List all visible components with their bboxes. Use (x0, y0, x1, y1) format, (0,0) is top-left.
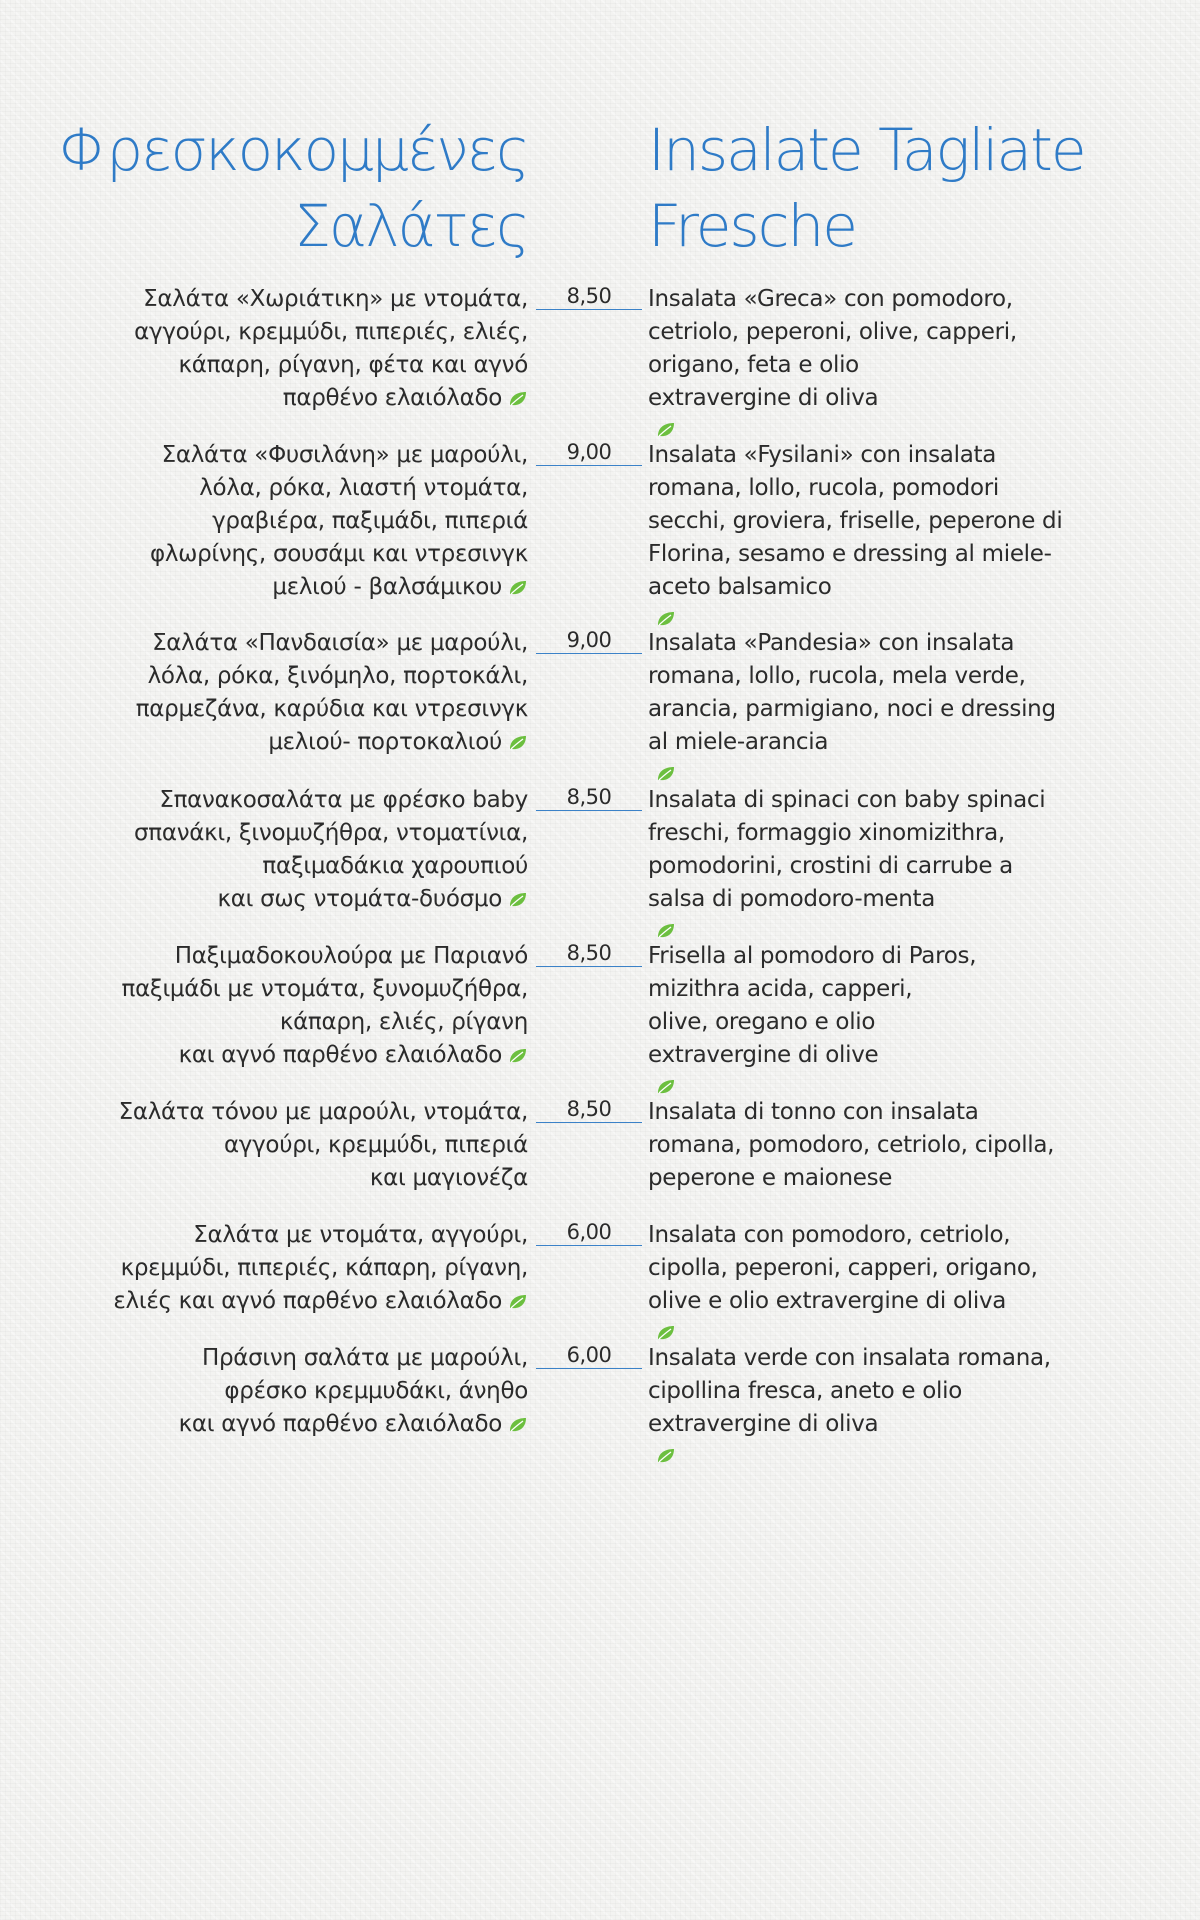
greek-description (108, 1342, 528, 1441)
italian-description-line: cipollina fresca, aneto e olio (648, 1378, 963, 1404)
greek-description-line: παρθένο ελαιόλαδο (108, 382, 528, 415)
greek-description-line: μελιού- πορτοκαλιού (108, 726, 528, 759)
greek-description-line: αγγούρι, κρεμμύδι, πιπεριά (223, 1132, 528, 1158)
italian-description-line: extravergine di olive (648, 1039, 1068, 1088)
greek-description (108, 439, 528, 604)
italian-description-line: Insalata di spinaci con baby spinaci (648, 787, 1046, 813)
vegetarian-leaf-icon (508, 384, 528, 400)
greek-description-line: παρμεζάνα, καρύδια και ντρεσινγκ (135, 696, 528, 722)
greek-description-line: Σαλάτα «Χωριάτικη» με ντομάτα, (143, 286, 528, 312)
price-underline (536, 1122, 642, 1123)
vegetarian-leaf-icon (656, 759, 676, 775)
greek-description-line: και μαγιονέζα (369, 1165, 528, 1191)
greek-description-line: αγγούρι, κρεμμύδι, πιπεριές, ελιές, (134, 319, 528, 345)
greek-description-line: φρέσκο κρεμμυδάκι, άνηθο (224, 1378, 528, 1404)
vegetarian-leaf-icon (508, 1287, 528, 1303)
price-underline (536, 966, 642, 967)
vegetarian-leaf-icon (656, 1441, 676, 1457)
italian-title-line: Insalate Tagliate (648, 116, 1085, 184)
italian-description (648, 940, 1068, 1088)
italian-description-line: mizithra acida, capperi, (648, 976, 913, 1002)
italian-description (648, 439, 1068, 620)
vegetarian-leaf-icon (656, 1072, 676, 1088)
price-underline (536, 465, 642, 466)
greek-description-line: ελιές και αγνό παρθένο ελαιόλαδο (108, 1285, 528, 1318)
italian-description (648, 1219, 1068, 1334)
italian-description-line: aceto balsamico (648, 571, 1068, 620)
vegetarian-leaf-icon (508, 573, 528, 589)
greek-description-line: παξιμαδάκια χαρουπιού (262, 853, 528, 879)
italian-description-line: romana, lollo, rucola, mela verde, (648, 663, 1026, 689)
vegetarian-leaf-icon (656, 604, 676, 620)
greek-description-line: κάπαρη, ρίγανη, φέτα και αγνό (178, 352, 528, 378)
italian-description-line: Insalata verde con insalata romana, (648, 1345, 1051, 1371)
greek-description-line: Πράσινη σαλάτα με μαρούλι, (201, 1345, 528, 1371)
greek-description-line: λόλα, ρόκα, ξινόμηλο, πορτοκάλι, (147, 663, 528, 689)
greek-description-line: κρεμμύδι, πιπεριές, κάπαρη, ρίγανη, (120, 1255, 528, 1281)
greek-title-line: Φρεσκοκομμένες (58, 116, 528, 184)
greek-description (108, 940, 528, 1072)
italian-description (648, 627, 1068, 775)
price: 9,00 (566, 440, 612, 464)
italian-description-line: olive, oregano e olio (648, 1009, 876, 1035)
italian-description-line: Florina, sesamo e dressing al miele- (648, 541, 1052, 567)
italian-description-line: cetriolo, peperoni, olive, capperi, (648, 319, 1017, 345)
italian-description-line: arancia, parmigiano, noci e dressing (648, 696, 1056, 722)
greek-description (108, 1219, 528, 1318)
italian-description-line: Insalata «Greca» con pomodoro, (648, 286, 1013, 312)
greek-description-line: παξιμάδι με ντομάτα, ξυνομυζήθρα, (121, 976, 528, 1002)
italian-description-line: extravergine di oliva (648, 382, 1068, 431)
vegetarian-leaf-icon (508, 1041, 528, 1057)
greek-description-line: Σαλάτα τόνου με μαρούλι, ντομάτα, (118, 1099, 528, 1125)
italian-description (648, 1096, 1068, 1195)
italian-description (648, 784, 1068, 932)
italian-description-line: Insalata «Pandesia» con insalata (648, 630, 1015, 656)
greek-title-line: Σαλάτες (294, 192, 528, 260)
vegetarian-leaf-icon (656, 1318, 676, 1334)
greek-description-line: Σπανακοσαλάτα με φρέσκο baby (159, 787, 528, 813)
greek-description-line: και αγνό παρθένο ελαιόλαδο (108, 1039, 528, 1072)
italian-description-line: secchi, groviera, friselle, peperone di (648, 508, 1063, 534)
greek-description-line: γραβιέρα, παξιμάδι, πιπεριά (212, 508, 528, 534)
italian-description (648, 283, 1068, 431)
greek-description-line: και αγνό παρθένο ελαιόλαδο (108, 1408, 528, 1441)
greek-description-line: Σαλάτα «Πανδαισία» με μαρούλι, (152, 630, 528, 656)
greek-description-line: κάπαρη, ελιές, ρίγανη (279, 1009, 528, 1035)
greek-description-line: μελιού - βαλσάμικου (108, 571, 528, 604)
greek-description-line: Σαλάτα με ντομάτα, αγγούρι, (193, 1222, 528, 1248)
italian-description-line: romana, lollo, rucola, pomodori (648, 475, 999, 501)
italian-description-line: al miele-arancia (648, 726, 1068, 775)
price: 8,50 (566, 1097, 612, 1121)
price: 8,50 (566, 785, 612, 809)
greek-description-line: λόλα, ρόκα, λιαστή ντομάτα, (199, 475, 528, 501)
vegetarian-leaf-icon (656, 415, 676, 431)
vegetarian-leaf-icon (656, 916, 676, 932)
italian-description-line: romana, pomodoro, cetriolo, cipolla, (648, 1132, 1055, 1158)
italian-description-line: cipolla, peperoni, capperi, origano, (648, 1255, 1038, 1281)
price: 9,00 (566, 628, 612, 652)
price-underline (536, 309, 642, 310)
vegetarian-leaf-icon (508, 1410, 528, 1426)
greek-description-line: φλωρίνης, σουσάμι και ντρεσινγκ (149, 541, 528, 567)
greek-description-line: και σως ντομάτα-δυόσμο (108, 883, 528, 916)
italian-section-title (648, 112, 1168, 264)
italian-description-line: pomodorini, crostini di carrube a (648, 853, 1013, 879)
italian-description-line: peperone e maionese (648, 1165, 893, 1191)
price-underline (536, 1368, 642, 1369)
italian-description-line: Frisella al pomodoro di Paros, (648, 943, 977, 969)
italian-description-line: extravergine di oliva (648, 1408, 1068, 1457)
italian-description-line: freschi, formaggio xinomizithra, (648, 820, 1005, 846)
italian-description (648, 1342, 1068, 1457)
italian-description-line: olive e olio extravergine di oliva (648, 1285, 1068, 1334)
italian-description-line: Insalata con pomodoro, cetriolo, (648, 1222, 1011, 1248)
greek-section-title (8, 112, 528, 264)
greek-description (108, 784, 528, 916)
price-underline (536, 1245, 642, 1246)
greek-description (108, 627, 528, 759)
vegetarian-leaf-icon (508, 885, 528, 901)
italian-description-line: Insalata «Fysilani» con insalata (648, 442, 997, 468)
price: 6,00 (566, 1220, 612, 1244)
price-underline (536, 653, 642, 654)
greek-description (108, 283, 528, 415)
price: 8,50 (566, 284, 612, 308)
price-underline (536, 810, 642, 811)
price: 8,50 (566, 941, 612, 965)
vegetarian-leaf-icon (508, 728, 528, 744)
italian-description-line: origano, feta e olio (648, 352, 859, 378)
italian-description-line: Insalata di tonno con insalata (648, 1099, 979, 1125)
italian-description-line: salsa di pomodoro-menta (648, 883, 1068, 932)
price: 6,00 (566, 1343, 612, 1367)
greek-description (108, 1096, 528, 1195)
greek-description-line: Παξιμαδοκουλούρα με Παριανό (174, 943, 528, 969)
greek-description-line: Σαλάτα «Φυσιλάνη» με μαρούλι, (161, 442, 528, 468)
greek-description-line: σπανάκι, ξινομυζήθρα, ντοματίνια, (134, 820, 528, 846)
italian-title-line: Fresche (648, 192, 856, 260)
